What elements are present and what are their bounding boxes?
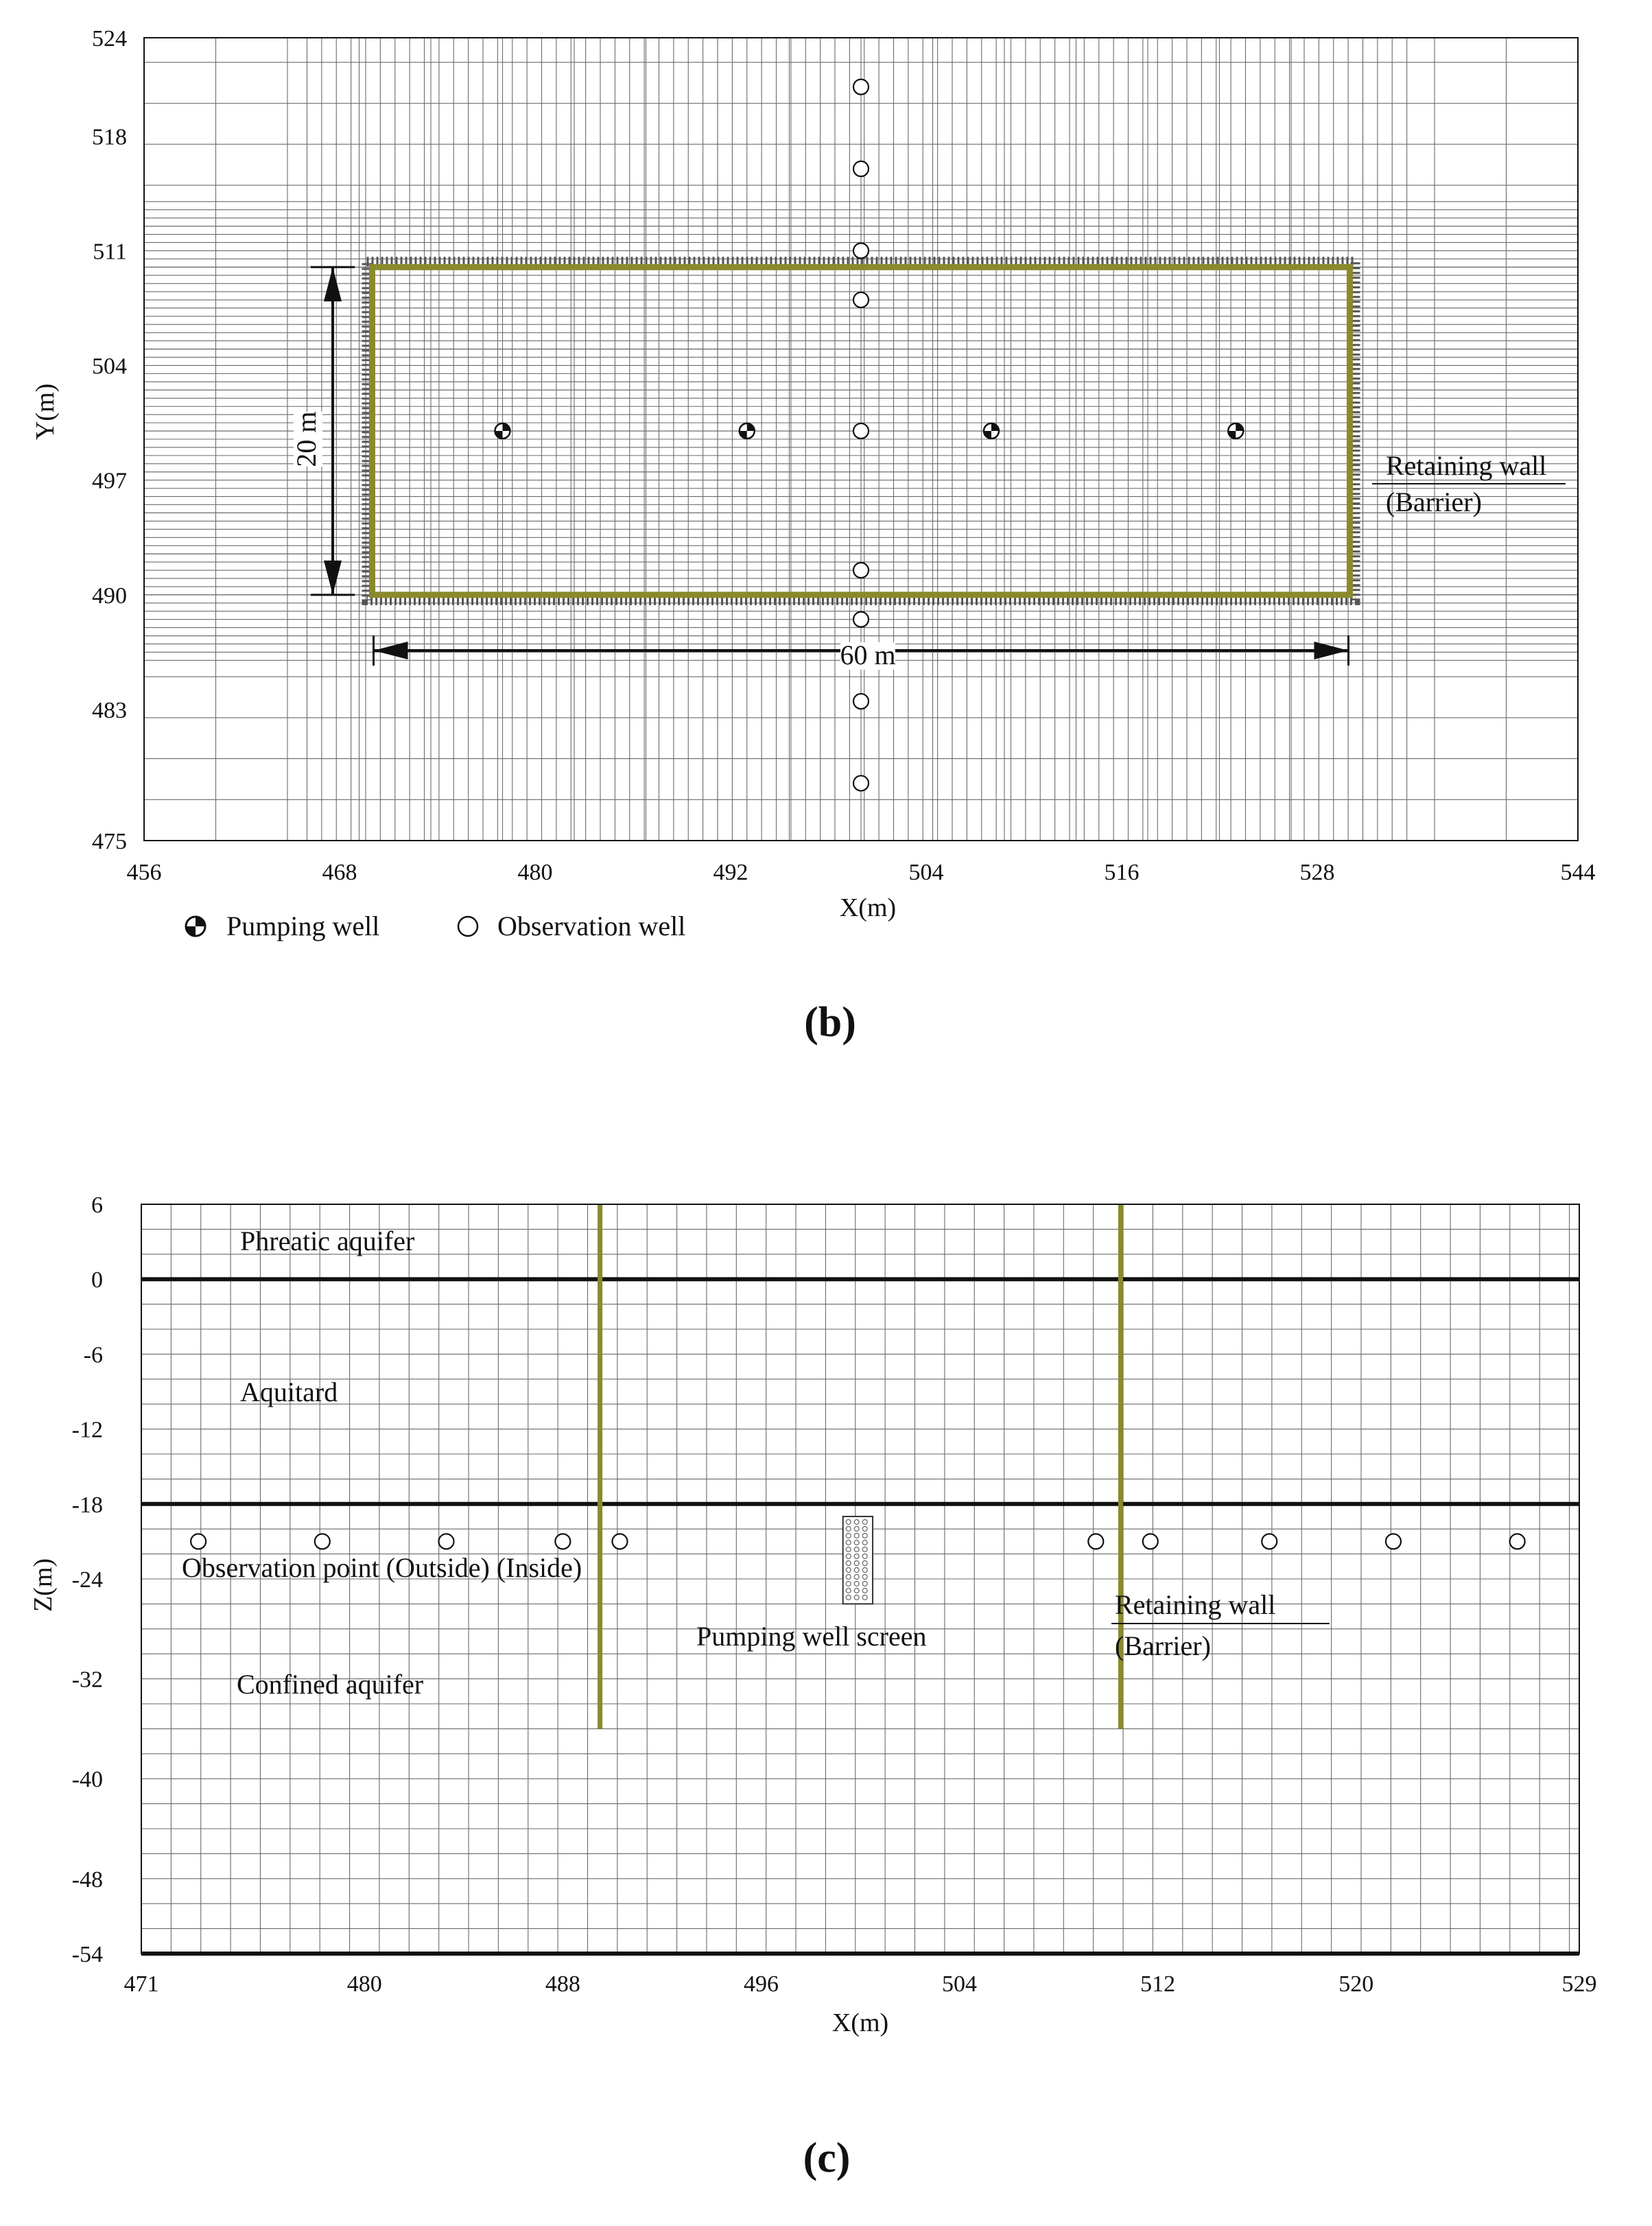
y-tick-label: 475 — [92, 829, 127, 854]
x-tick-label: 504 — [942, 1971, 978, 1997]
observation-well-marker — [853, 243, 869, 258]
x-tick-label: 512 — [1140, 1971, 1176, 1997]
y-tick-label: -24 — [71, 1567, 103, 1593]
observation-point-marker — [555, 1534, 570, 1549]
panel-b-y-axis-label: Y(m) — [31, 383, 60, 441]
x-tick-label: 471 — [123, 1971, 159, 1997]
observation-well-marker — [853, 563, 869, 578]
legend — [186, 911, 685, 941]
x-tick-label: 516 — [1104, 860, 1140, 885]
observation-well-marker — [853, 292, 869, 307]
panel-c-x-tick-labels — [124, 1971, 1597, 1997]
x-tick-label: 492 — [713, 860, 748, 885]
arrowhead — [324, 267, 342, 301]
pumping-well-marker — [1228, 423, 1243, 438]
wall-label-line-2: (Barrier) — [1386, 487, 1482, 517]
wall-label-line-1: Retaining wall — [1386, 450, 1547, 481]
y-tick-label: 524 — [92, 26, 127, 51]
y-tick-label: 490 — [92, 583, 127, 609]
panel-c-cross-section — [29, 1193, 1597, 2181]
observation-well-marker — [853, 423, 869, 438]
observation-well-marker — [853, 161, 869, 176]
y-tick-label: -32 — [71, 1667, 103, 1693]
y-tick-label: 6 — [91, 1193, 103, 1218]
x-tick-label: 520 — [1338, 1971, 1374, 1997]
y-tick-label: 511 — [93, 239, 127, 265]
y-tick-label: -40 — [71, 1767, 103, 1793]
observation-point-marker — [1088, 1534, 1103, 1549]
x-tick-label: 488 — [545, 1971, 580, 1997]
legend-pumping-well: Pumping well — [226, 911, 380, 941]
observation-well-legend-icon — [458, 917, 477, 936]
x-tick-label: 529 — [1561, 1971, 1597, 1997]
legend-observation-well: Observation well — [497, 911, 686, 941]
label-barrier: (Barrier) — [1115, 1630, 1211, 1661]
pumping-well-marker — [984, 423, 999, 438]
dimension-label-20m: 20 m — [291, 411, 322, 467]
arrowhead — [324, 561, 342, 595]
pumping-well-marker — [740, 423, 755, 438]
x-tick-label: 544 — [1560, 860, 1596, 885]
y-tick-label: 518 — [92, 124, 127, 150]
x-tick-label: 496 — [743, 1971, 779, 1997]
y-tick-label: 504 — [92, 353, 127, 379]
y-tick-label: -54 — [71, 1942, 103, 1967]
label-phreatic-aquifer: Phreatic aquifer — [240, 1226, 415, 1256]
observation-point-marker — [1262, 1534, 1277, 1549]
observation-point-marker — [612, 1534, 627, 1549]
y-tick-label: -48 — [71, 1866, 103, 1893]
layer-boundaries — [141, 1279, 1579, 1954]
panel-c-y-tick-labels — [72, 1193, 103, 1967]
screen-body — [843, 1516, 873, 1604]
dimension-label-60m: 60 m — [840, 640, 896, 670]
observation-point-marker — [1386, 1534, 1401, 1549]
y-tick-label: -18 — [71, 1492, 103, 1518]
x-tick-label: 528 — [1299, 860, 1335, 885]
label-observation-point: Observation point (Outside) (Inside) — [182, 1552, 582, 1583]
x-tick-label: 480 — [517, 860, 553, 885]
observation-point-marker — [1510, 1534, 1525, 1549]
y-tick-label: 483 — [92, 697, 127, 723]
panel-c-x-axis-label: X(m) — [831, 2008, 889, 2037]
y-tick-label: 0 — [91, 1267, 103, 1293]
observation-well-marker — [853, 80, 869, 95]
x-tick-label: 468 — [322, 860, 357, 885]
label-confined-aquifer: Confined aquifer — [237, 1669, 424, 1700]
panel-c-y-axis-label: Z(m) — [29, 1558, 58, 1613]
panel-b-y-tick-labels — [92, 26, 127, 854]
observation-point-marker — [315, 1534, 330, 1549]
observation-point-marker — [191, 1534, 206, 1549]
observation-well-marker — [853, 612, 869, 627]
pumping-well-legend-icon — [186, 917, 205, 936]
observation-point-marker — [438, 1534, 453, 1549]
y-tick-label: -6 — [83, 1342, 103, 1368]
x-tick-label: 456 — [126, 860, 162, 885]
y-tick-label: 497 — [92, 468, 127, 494]
panel-c-label: (c) — [803, 2135, 851, 2181]
observation-well-marker — [853, 775, 869, 790]
dimension-arrows — [294, 267, 1349, 670]
pumping-well-marker — [495, 423, 510, 438]
observation-point-marker — [1143, 1534, 1158, 1549]
label-retaining-wall: Retaining wall — [1115, 1589, 1276, 1620]
label-aquitard: Aquitard — [240, 1376, 338, 1407]
x-tick-label: 480 — [346, 1971, 382, 1997]
x-tick-label: 504 — [908, 860, 944, 885]
y-tick-label: -12 — [71, 1417, 103, 1443]
pumping-well-screen — [843, 1516, 873, 1604]
observation-well-marker — [853, 694, 869, 709]
label-pumping-well-screen: Pumping well screen — [696, 1621, 927, 1652]
panel-b-plan-view — [31, 26, 1596, 1046]
panel-b-label: (b) — [804, 999, 856, 1046]
panel-b-x-axis-label: X(m) — [839, 893, 897, 922]
panel-b-x-tick-labels — [127, 860, 1596, 885]
